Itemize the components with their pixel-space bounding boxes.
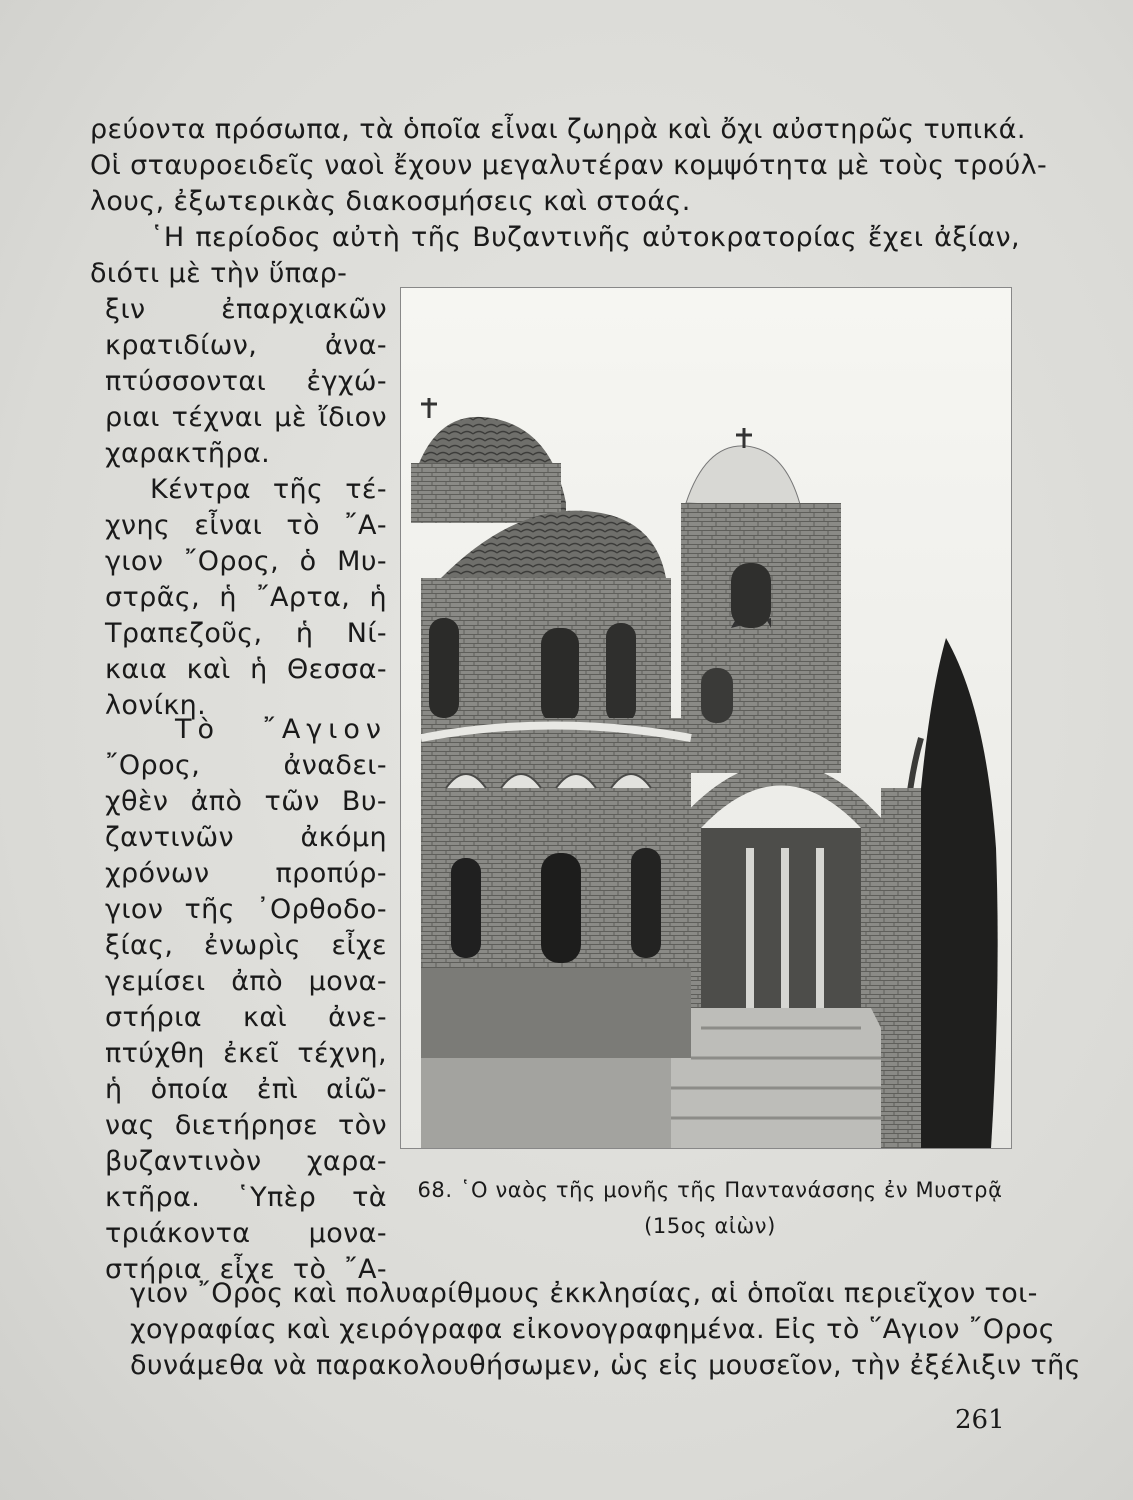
column-text-line: κτῆρα. ῾Υπὲρ τὰ (105, 1182, 387, 1213)
column-text-line: ζαντινῶν ἀκόμη (105, 822, 387, 853)
column-text-line: γεμίσει ἀπὸ μονα- (105, 966, 387, 997)
column-text-line: διότι μὲ τὴν ὕπαρ- (90, 258, 348, 289)
column-text-line: χθὲν ἀπὸ τῶν Βυ- (105, 786, 387, 817)
column-text-line: Κέντρα τῆς τέ- (150, 474, 387, 505)
column-text-line: καια καὶ ἡ Θεσσα- (105, 654, 387, 685)
body-text-line: δυνάμεθα νὰ παρακολουθήσωμεν, ὡς εἰς μουσεῖον, τὴν ἐξέλιξιν τῆς (130, 1350, 1081, 1381)
column-text-line: Τὸ ῎Αγιον (175, 714, 387, 745)
column-text-line: χαρακτῆρα. (105, 438, 271, 469)
figure-caption-date: (15ος αἰὼν) (644, 1214, 776, 1238)
column-text-line: νας διετήρησε τὸν (105, 1110, 387, 1141)
column-text-line: ριαι τέχναι μὲ ἴδιον (105, 402, 387, 433)
column-text-line: στήρια καὶ ἀνε- (105, 1002, 387, 1033)
column-text-line: στρᾶς, ἡ ῎Αρτα, ἡ (105, 582, 387, 613)
body-text-line: χογραφίας καὶ χειρόγραφα εἰκονογραφημένα. Εἰς τὸ ῞Αγιον ῎Ορος (130, 1314, 1056, 1345)
column-text-line: γιον τῆς ᾿Ορθοδο- (105, 894, 387, 925)
page-number: 261 (955, 1405, 1005, 1435)
column-text-line: λονίκη. (105, 690, 207, 721)
body-text-line: γιον ῎Ορος καὶ πολυαρίθμους ἐκκλησίας, αἱ ὁποῖαι περιεῖχον τοι- (130, 1278, 1038, 1309)
column-text-line: χνης εἶναι τὸ ῎Α- (105, 510, 387, 541)
column-text-line: πτύσσονται ἐγχώ- (105, 366, 387, 397)
column-text-line: ξίας, ἐνωρὶς εἶχε (105, 930, 387, 961)
column-text-line: ἡ ὁποία ἐπὶ αἰῶ- (105, 1074, 387, 1105)
column-text-line: πτύχθη ἐκεῖ τέχνη, (105, 1038, 387, 1069)
figure-caption: 68. ῾Ο ναὸς τῆς μονῆς τῆς Παντανάσσης ἐν Μυστρᾷ (417, 1178, 1003, 1202)
column-text-line: ξιν ἐπαρχιακῶν (105, 294, 387, 325)
column-text-line: ῎Ορος, ἀναδει- (105, 750, 387, 781)
body-text-line: ρεύοντα πρόσωπα, τὰ ὁποῖα εἶναι ζωηρὰ καὶ ὄχι αὐστηρῶς τυπικά. (90, 114, 1026, 145)
body-text-line: λους, ἐξωτερικὰς διακοσμήσεις καὶ στοάς. (90, 186, 691, 217)
church-illustration (401, 288, 1011, 1148)
column-text-line: γιον ῎Ορος, ὁ Μυ- (105, 546, 387, 577)
column-text-line: χρόνων προπύρ- (105, 858, 387, 889)
column-text-line: τριάκοντα μονα- (105, 1218, 387, 1249)
body-text-line: Οἱ σταυροειδεῖς ναοὶ ἔχουν μεγαλυτέραν κομψότητα μὲ τοὺς τρούλ- (90, 150, 1048, 181)
column-text-line: βυζαντινὸν χαρα- (105, 1146, 387, 1177)
body-text-line: ῾Η περίοδος αὐτὴ τῆς Βυζαντινῆς αὐτοκρατορίας ἔχει ἀξίαν, (150, 222, 1020, 253)
column-text-line: Τραπεζοῦς, ἡ Νί- (105, 618, 387, 649)
column-text-line: κρατιδίων, ἀνα- (105, 330, 387, 361)
church-photograph (400, 287, 1012, 1149)
column-text-line: στήρια εἶχε τὸ ῎Α- (105, 1254, 387, 1285)
